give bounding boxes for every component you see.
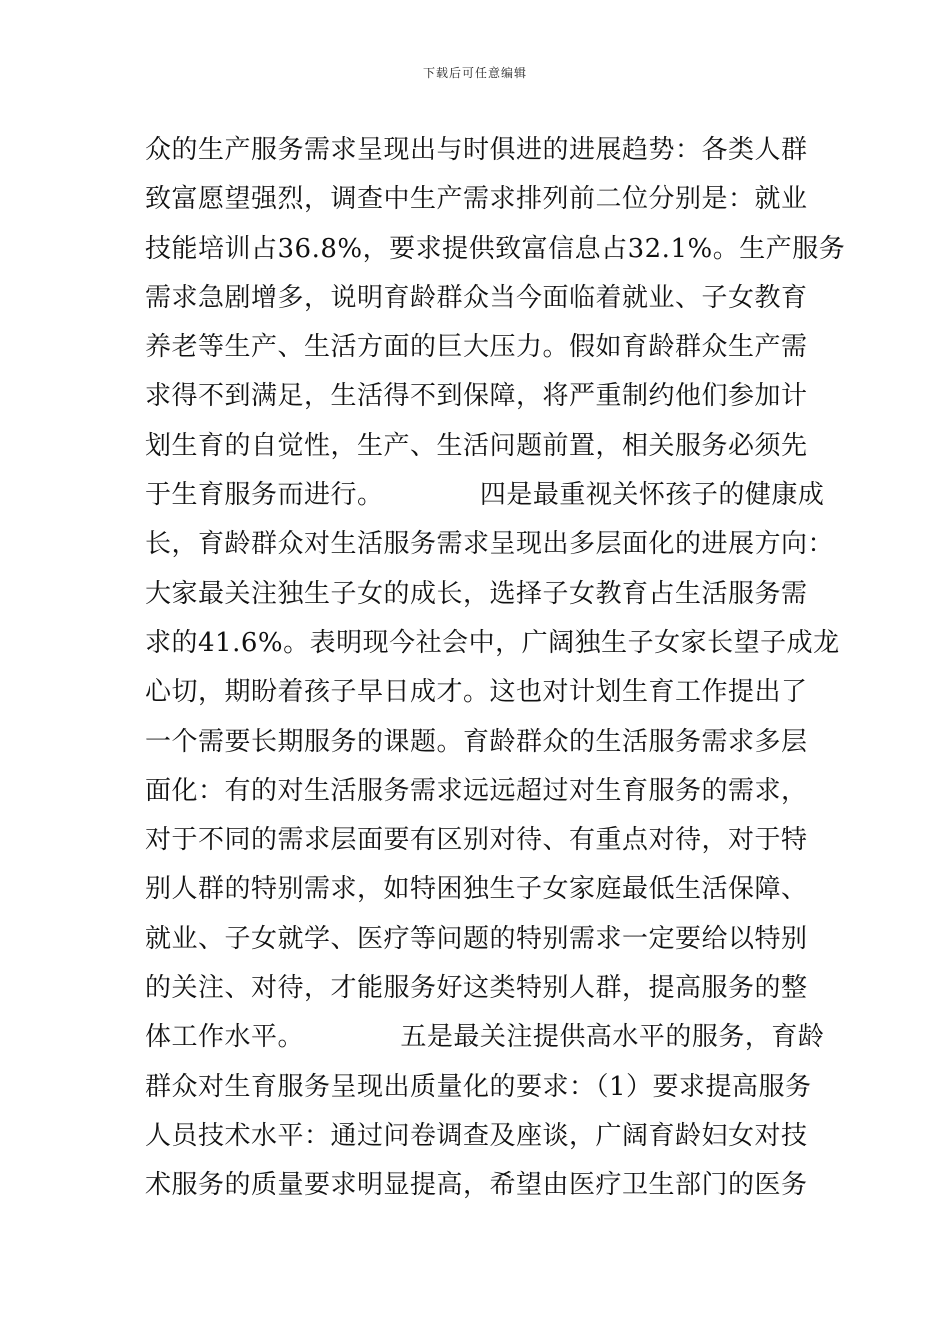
text-line: 致富愿望强烈，调查中生产需求排列前二位分别是：就业 xyxy=(145,184,808,215)
document-body xyxy=(145,126,846,1211)
text-line: 别人群的特别需求，如特困独生子女家庭最低生活保障、 xyxy=(145,874,808,905)
text-line: 求得不到满足，生活得不到保障，将严重制约他们参加计 xyxy=(145,381,808,412)
text-line: 众的生产服务需求呈现出与时俱进的进展趋势：各类人群 xyxy=(145,135,808,165)
text-line: 技能培训占36.8%，要求提供致富信息占32.1%。生产服务 xyxy=(145,233,846,264)
page-header-note: 下载后可任意编辑 xyxy=(422,66,527,80)
text-line: 长，育龄群众对生活服务需求呈现出多层面化的进展方向： xyxy=(145,529,835,560)
text-line: 体工作水平。 五是最关注提供高水平的服务，育龄 xyxy=(145,1022,825,1053)
text-line: 术服务的质量要求明显提高，希望由医疗卫生部门的医务 xyxy=(145,1170,808,1201)
text-line: 需求急剧增多，说明育龄群众当今面临着就业、子女教育 xyxy=(145,282,808,313)
text-line: 求的41.6%。表明现今社会中，广阔独生子女家长望子成龙 xyxy=(145,627,840,658)
text-line: 养老等生产、生活方面的巨大压力。假如育龄群众生产需 xyxy=(145,332,808,363)
text-line: 人员技术水平：通过问卷调查及座谈，广阔育龄妇女对技 xyxy=(145,1120,808,1151)
text-line: 大家最关注独生子女的成长，选择子女教育占生活服务需 xyxy=(145,578,808,609)
text-line: 面化：有的对生活服务需求远远超过对生育服务的需求， xyxy=(145,775,808,806)
text-line: 对于不同的需求层面要有区别对待、有重点对待，对于特 xyxy=(145,825,808,856)
text-line: 群众对生育服务呈现出质量化的要求：（1）要求提高服务 xyxy=(145,1071,812,1102)
text-line: 于生育服务而进行。 四是最重视关怀孩子的健康成 xyxy=(145,480,825,511)
text-line: 的关注、对待，才能服务好这类特别人群，提高服务的整 xyxy=(145,973,808,1004)
text-line: 一个需要长期服务的课题。育龄群众的生活服务需求多层 xyxy=(145,726,808,757)
text-line: 划生育的自觉性，生产、生活问题前置，相关服务必须先 xyxy=(145,430,808,461)
text-line: 就业、子女就学、医疗等问题的特别需求一定要给以特别 xyxy=(145,923,808,954)
text-line: 心切，期盼着孩子早日成才。这也对计划生育工作提出了 xyxy=(145,677,808,708)
